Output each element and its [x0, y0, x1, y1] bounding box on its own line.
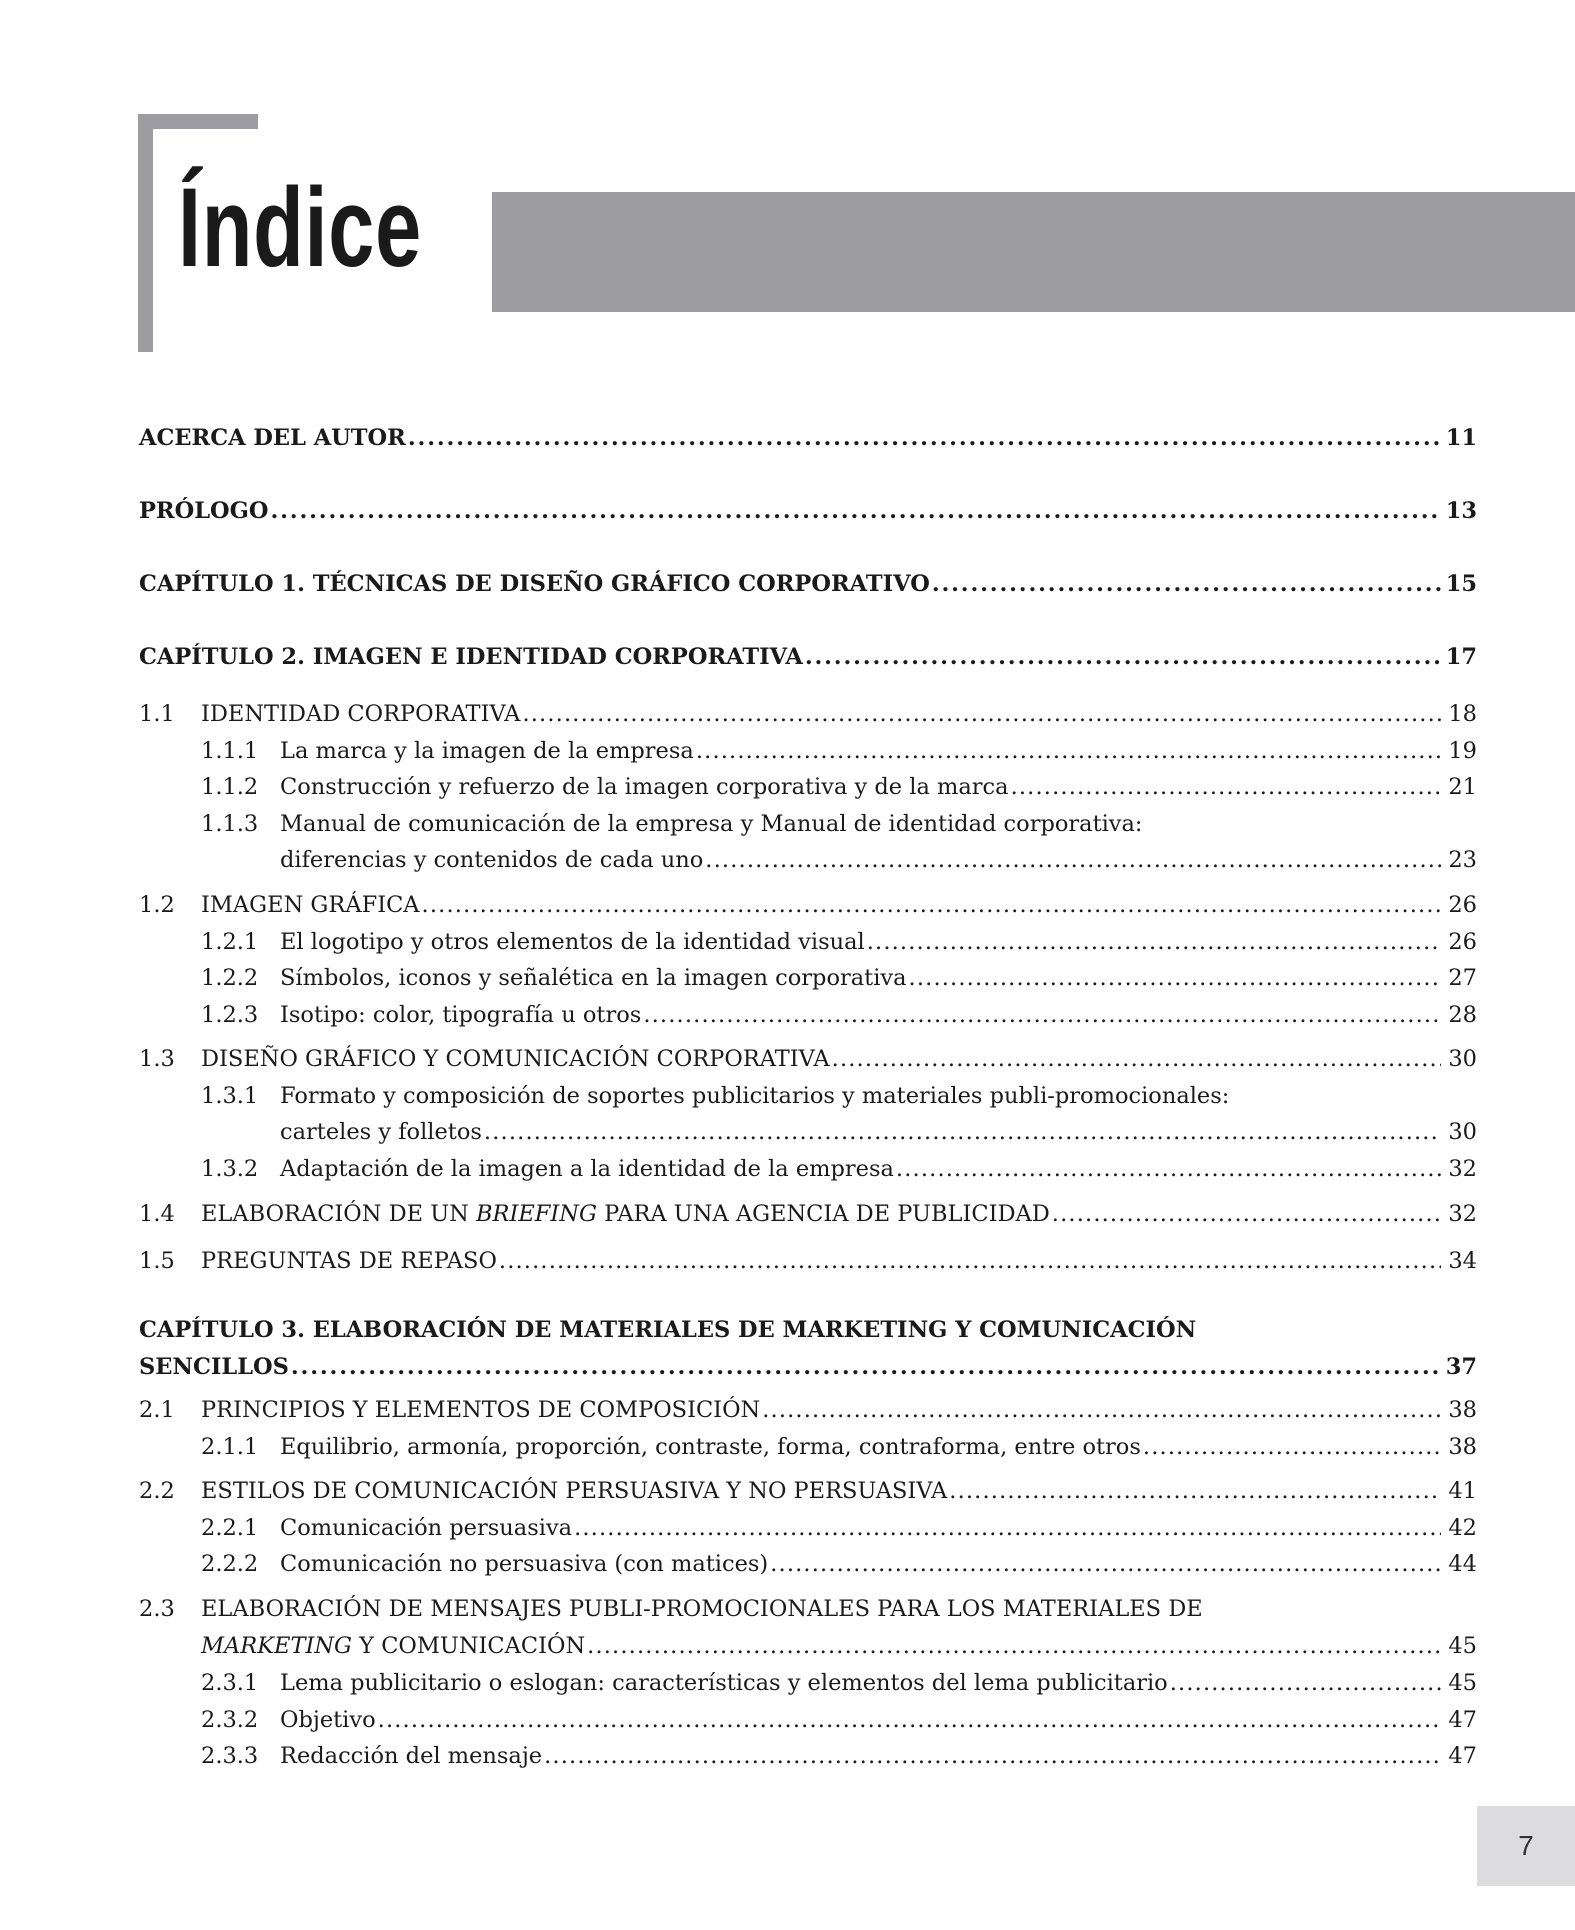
toc-entry[interactable] — [139, 960, 1477, 996]
toc-page-number: 47 — [1448, 1743, 1477, 1769]
toc-chapter-entry[interactable] — [139, 1349, 1477, 1385]
toc-entry-title: ESTILOS DE COMUNICACIÓN PERSUASIVA Y NO PERSUASIVA — [201, 1478, 948, 1504]
toc-page-number: 15 — [1445, 571, 1477, 597]
toc-entry-title: El logotipo y otros elementos de la identidad visual — [280, 929, 865, 955]
toc-page-number: 44 — [1448, 1551, 1477, 1577]
toc-entry-title: Redacción del mensaje — [280, 1743, 543, 1769]
toc-page-number: 13 — [1445, 498, 1477, 524]
toc-entry-title: CAPÍTULO 2. IMAGEN E IDENTIDAD CORPORATIVA — [139, 644, 803, 670]
page-number: 7 — [1518, 1830, 1534, 1861]
toc-entry[interactable] — [139, 1702, 1477, 1738]
toc-entry-title: ACERCA DEL AUTOR — [139, 425, 406, 451]
toc-entry-title: Comunicación persuasiva — [280, 1515, 573, 1541]
toc-page-number: 23 — [1448, 847, 1477, 873]
toc-dot-leader — [1052, 1196, 1441, 1232]
toc-dot-leader — [643, 997, 1441, 1033]
toc-entry-number: 2.3 — [139, 1596, 175, 1622]
toc-entry[interactable] — [139, 733, 1477, 769]
toc-page-number: 32 — [1448, 1201, 1477, 1227]
toc-dot-leader — [770, 1546, 1441, 1582]
title-bracket-horizontal — [138, 114, 258, 129]
toc-entry-number: 1.2 — [139, 892, 175, 918]
toc-page-number: 41 — [1448, 1478, 1477, 1504]
page-title: Índice — [178, 165, 422, 290]
toc-page-number: 30 — [1448, 1119, 1477, 1145]
toc-dot-leader — [909, 960, 1441, 996]
toc-entry[interactable] — [139, 1151, 1477, 1187]
toc-entry-number: 1.1.1 — [201, 738, 259, 764]
title-gray-bar — [492, 192, 1575, 312]
toc-entry[interactable] — [139, 924, 1477, 960]
toc-entry-number: 1.3 — [139, 1046, 175, 1072]
toc-page-number: 45 — [1448, 1670, 1477, 1696]
toc-chapter-entry[interactable] — [139, 639, 1477, 675]
toc-entry-number: 2.3.2 — [201, 1707, 259, 1733]
toc-dot-leader — [1143, 1429, 1441, 1465]
toc-entry-number: 1.3.2 — [201, 1156, 259, 1182]
toc-entry-title: DISEÑO GRÁFICO Y COMUNICACIÓN CORPORATIVA — [201, 1046, 830, 1072]
toc-entry-title: PRINCIPIOS Y ELEMENTOS DE COMPOSICIÓN — [201, 1397, 761, 1423]
toc-entry-number: 1.5 — [139, 1248, 175, 1274]
toc-entry-title: PREGUNTAS DE REPASO — [201, 1248, 497, 1274]
toc-dot-leader — [867, 924, 1441, 960]
toc-entry-number: 2.1 — [139, 1397, 175, 1423]
toc-entry-title: Isotipo: color, tipografía u otros — [280, 1002, 642, 1028]
toc-dot-leader — [574, 1510, 1441, 1546]
toc-entry-title: CAPÍTULO 3. ELABORACIÓN DE MATERIALES DE MARKETING Y COMUNICACIÓN — [139, 1317, 1197, 1343]
toc-entry-number: 1.2.3 — [201, 1002, 259, 1028]
toc-dot-leader — [484, 1114, 1441, 1150]
toc-dot-leader — [1011, 769, 1441, 805]
toc-dot-leader — [932, 566, 1441, 602]
toc-dot-leader — [499, 1243, 1441, 1279]
toc-dot-leader — [408, 420, 1441, 456]
toc-dot-leader — [1170, 1665, 1441, 1701]
toc-entry-title: MARKETING Y COMUNICACIÓN — [201, 1633, 586, 1659]
toc-page-number: 28 — [1448, 1002, 1477, 1028]
toc-dot-leader — [949, 1473, 1441, 1509]
toc-entry[interactable] — [139, 1591, 1477, 1627]
toc-entry-number: 2.2 — [139, 1478, 175, 1504]
toc-page-number: 18 — [1448, 701, 1477, 727]
toc-dot-leader — [544, 1738, 1441, 1774]
toc-entry-number: 1.1.2 — [201, 774, 259, 800]
toc-page-number: 21 — [1448, 774, 1477, 800]
toc-entry-title: La marca y la imagen de la empresa — [280, 738, 694, 764]
toc-page-number: 37 — [1445, 1354, 1477, 1380]
toc-dot-leader — [270, 493, 1441, 529]
toc-entry-title: Formato y composición de soportes publicitarios y materiales publi-promocionales: — [280, 1083, 1230, 1109]
toc-entry-title: PRÓLOGO — [139, 498, 269, 524]
toc-entry-title: ELABORACIÓN DE MENSAJES PUBLI-PROMOCIONALES PARA LOS MATERIALES DE — [201, 1596, 1203, 1622]
toc-entry[interactable] — [139, 1078, 1477, 1114]
toc-dot-leader — [896, 1151, 1441, 1187]
toc-page-number: 26 — [1448, 929, 1477, 955]
toc-entry-number: 1.1.3 — [201, 811, 259, 837]
toc-entry-number: 1.1 — [139, 701, 175, 727]
toc-entry[interactable] — [139, 1243, 1477, 1279]
page-number-box — [1477, 1806, 1575, 1886]
toc-entry-title: Construcción y refuerzo de la imagen corporativa y de la marca — [280, 774, 1009, 800]
toc-page-number: 38 — [1448, 1397, 1477, 1423]
toc-entry-number: 1.4 — [139, 1201, 175, 1227]
toc-entry-number: 2.3.1 — [201, 1670, 259, 1696]
toc-dot-leader — [832, 1041, 1441, 1077]
toc-entry-title: Manual de comunicación de la empresa y Manual de identidad corporativa: — [280, 811, 1143, 837]
toc-entry-title: SENCILLOS — [139, 1354, 289, 1380]
toc-entry-number: 2.3.3 — [201, 1743, 259, 1769]
toc-entry-number: 2.2.1 — [201, 1515, 259, 1541]
toc-entry-number: 1.3.1 — [201, 1083, 259, 1109]
toc-entry[interactable] — [139, 1665, 1477, 1701]
toc-entry-number: 2.1.1 — [201, 1434, 259, 1460]
toc-page-number: 38 — [1448, 1434, 1477, 1460]
toc-entry[interactable] — [139, 887, 1477, 923]
toc-entry[interactable] — [139, 1510, 1477, 1546]
toc-page-number: 17 — [1445, 644, 1477, 670]
toc-entry[interactable] — [139, 997, 1477, 1033]
toc-page-number: 19 — [1448, 738, 1477, 764]
toc-entry[interactable] — [139, 806, 1477, 842]
toc-entry-title: IMAGEN GRÁFICA — [201, 892, 420, 918]
toc-entry-title: Adaptación de la imagen a la identidad de la empresa — [280, 1156, 894, 1182]
toc-entry[interactable] — [139, 769, 1477, 805]
toc-dot-leader — [805, 639, 1441, 675]
toc-dot-leader — [705, 842, 1441, 878]
toc-page-number: 45 — [1448, 1633, 1477, 1659]
toc-entry-number: 2.2.2 — [201, 1551, 259, 1577]
toc-page-number: 11 — [1445, 425, 1477, 451]
toc-chapter-entry[interactable] — [139, 420, 1477, 456]
toc-chapter-entry[interactable] — [139, 493, 1477, 529]
toc-entry-title: carteles y folletos — [280, 1119, 482, 1145]
toc-entry[interactable] — [139, 1429, 1477, 1465]
toc-dot-leader — [291, 1349, 1441, 1385]
toc-dot-leader — [696, 733, 1441, 769]
toc-dot-leader — [422, 887, 1441, 923]
toc-entry[interactable] — [139, 1738, 1477, 1774]
toc-entry[interactable] — [139, 1196, 1477, 1232]
toc-page-number: 32 — [1448, 1156, 1477, 1182]
toc-entry[interactable] — [139, 842, 1477, 878]
toc-entry[interactable] — [139, 1546, 1477, 1582]
toc-entry[interactable] — [139, 1392, 1477, 1428]
toc-page-number: 30 — [1448, 1046, 1477, 1072]
toc-page-number: 26 — [1448, 892, 1477, 918]
toc-entry-title: diferencias y contenidos de cada uno — [280, 847, 704, 873]
toc-entry[interactable] — [139, 1041, 1477, 1077]
toc-entry-title: Lema publicitario o eslogan: características y elementos del lema publicitario — [280, 1670, 1168, 1696]
toc-entry-title: IDENTIDAD CORPORATIVA — [201, 701, 521, 727]
toc-entry-title: Equilibrio, armonía, proporción, contraste, forma, contraforma, entre otros — [280, 1434, 1141, 1460]
toc-chapter-entry[interactable] — [139, 1312, 1477, 1348]
toc-entry-title: ELABORACIÓN DE UN BRIEFING PARA UNA AGENCIA DE PUBLICIDAD — [201, 1201, 1050, 1227]
title-bracket-vertical — [138, 114, 153, 352]
toc-page-number: 42 — [1448, 1515, 1477, 1541]
toc-chapter-entry[interactable] — [139, 566, 1477, 602]
toc-entry-number: 1.2.1 — [201, 929, 259, 955]
toc-page-number: 47 — [1448, 1707, 1477, 1733]
toc-entry[interactable] — [139, 696, 1477, 732]
toc-entry[interactable] — [139, 1628, 1477, 1664]
toc-dot-leader — [378, 1702, 1441, 1738]
toc-entry[interactable] — [139, 1114, 1477, 1150]
toc-entry-title: CAPÍTULO 1. TÉCNICAS DE DISEÑO GRÁFICO CORPORATIVO — [139, 571, 930, 597]
toc-page-number: 34 — [1448, 1248, 1477, 1274]
toc-entry-title: Objetivo — [280, 1707, 376, 1733]
toc-entry-title: Comunicación no persuasiva (con matices) — [280, 1551, 769, 1577]
toc-entry[interactable] — [139, 1473, 1477, 1509]
toc-dot-leader — [522, 696, 1441, 732]
toc-dot-leader — [762, 1392, 1441, 1428]
toc-page-number: 27 — [1448, 965, 1477, 991]
toc-dot-leader — [587, 1628, 1441, 1664]
toc-entry-number: 1.2.2 — [201, 965, 259, 991]
toc-entry-title: Símbolos, iconos y señalética en la imagen corporativa — [280, 965, 907, 991]
